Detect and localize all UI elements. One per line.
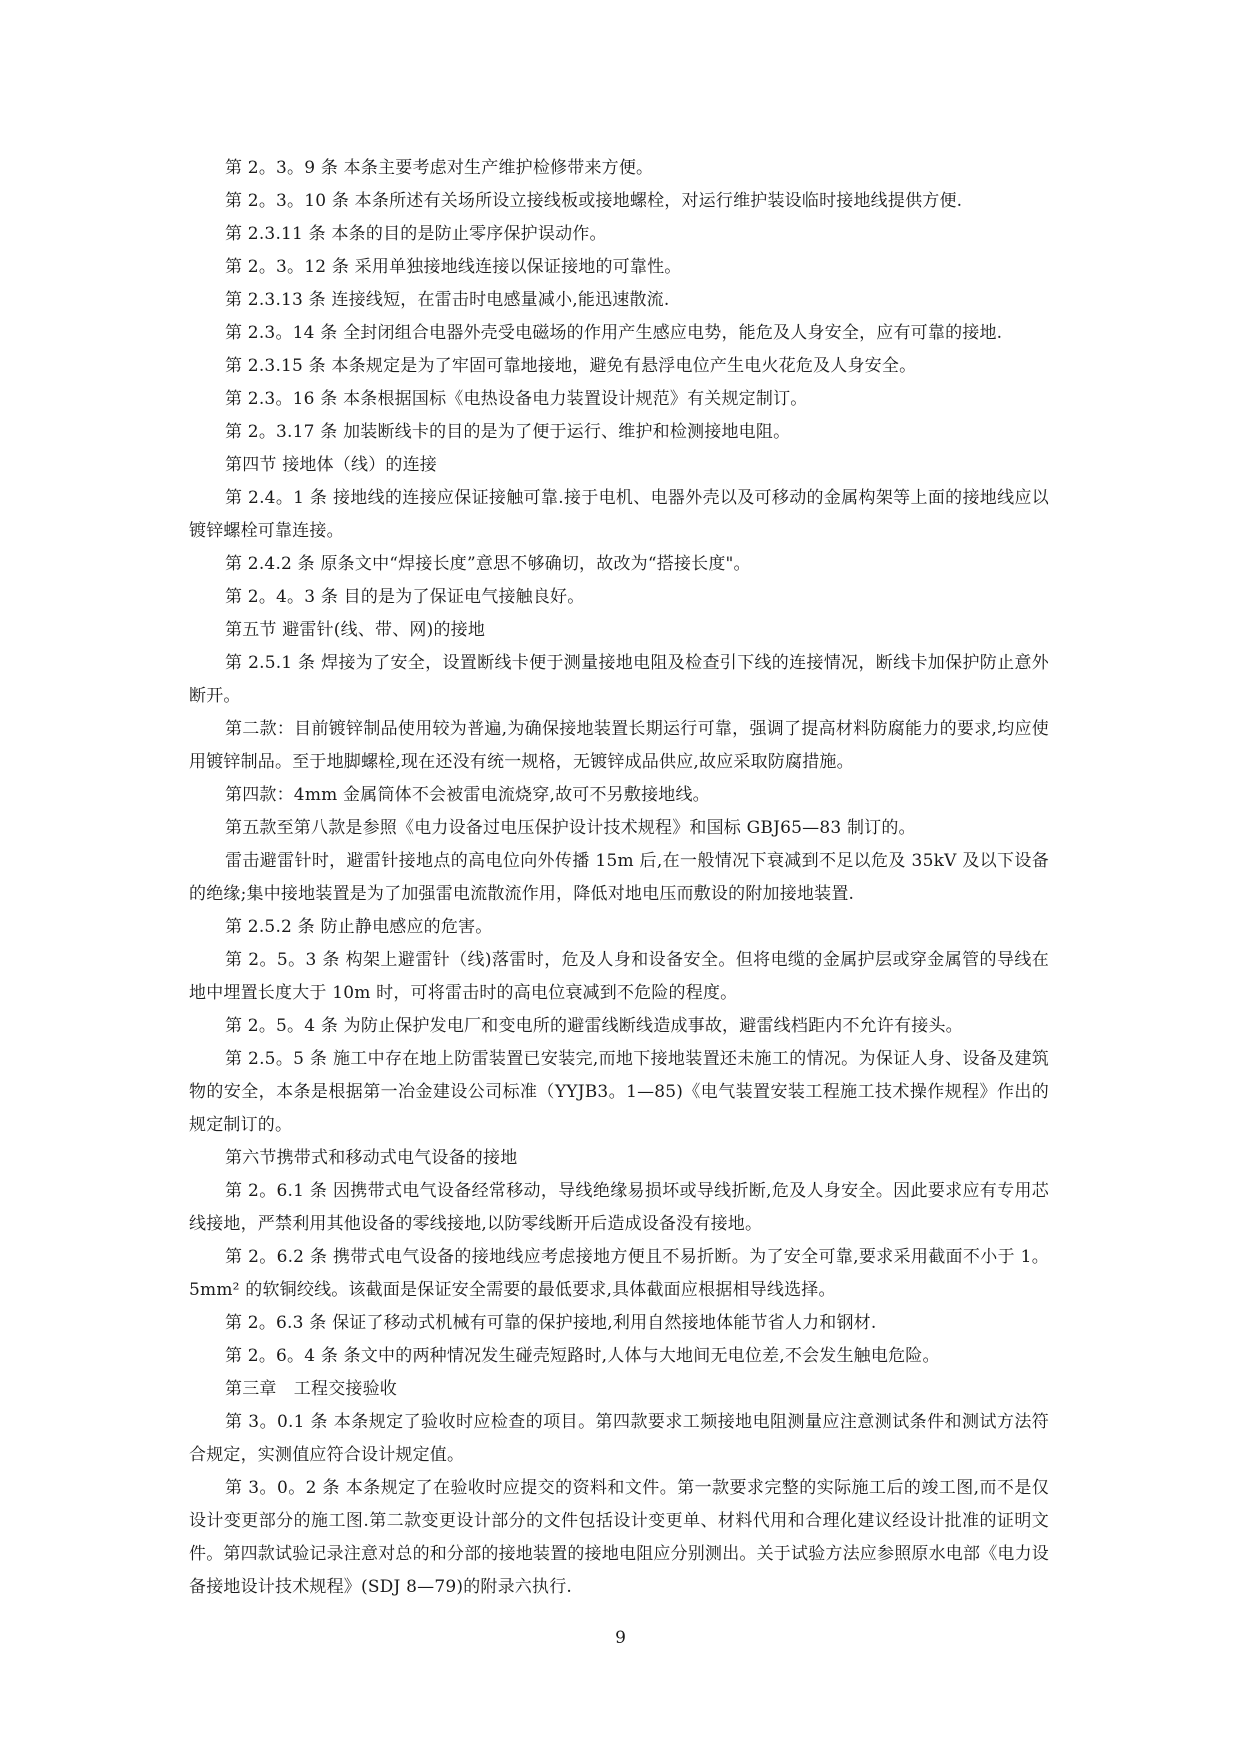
body-text <box>189 152 1049 1604</box>
chapter-heading-3: 第三章 工程交接验收 <box>225 1379 397 1399</box>
paragraph-2-6-2: 第 2。6.2 条 携带式电气设备的接地线应考虑接地方便且不易折断。为了安全可靠,要求采用截面不小于 1。5mm² 的软铜绞线。该截面是保证安全需要的最低要求,具体截面应根据相导线选择。 <box>189 1247 1049 1300</box>
paragraph-2-3-10: 第 2。3。10 条 本条所述有关场所设立接线板或接地螺栓，对运行维护装设临时接地线提供方便. <box>225 191 963 211</box>
paragraph-2-5-5: 第 2.5。5 条 施工中存在地上防雷装置已安装完,而地下接地装置还未施工的情况。为保证人身、设备及建筑物的安全，本条是根据第一冶金建设公司标准（YYJB3。1—85)《电气装置安装工程施工技术操作规程》作出的规定制订的。 <box>189 1049 1049 1135</box>
page-number: 9 <box>615 1628 626 1648</box>
paragraph-clause-2: 第二款：目前镀锌制品使用较为普遍,为确保接地装置长期运行可靠，强调了提高材料防腐能力的要求,均应使用镀锌制品。至于地脚螺栓,现在还没有统一规格，无镀锌成品供应,故应采取防腐措施。 <box>189 719 1049 772</box>
paragraph-2-6-4: 第 2。6。4 条 条文中的两种情况发生碰壳短路时,人体与大地间无电位差,不会发生触电危险。 <box>225 1346 940 1366</box>
paragraph-2-5-2: 第 2.5.2 条 防止静电感应的危害。 <box>225 917 493 937</box>
paragraph-2-3-12: 第 2。3。12 条 采用单独接地线连接以保证接地的可靠性。 <box>225 257 682 277</box>
paragraph-lightning-strike: 雷击避雷针时，避雷针接地点的高电位向外传播 15m 后,在一般情况下衰减到不足以危及 35kV 及以下设备的绝缘;集中接地装置是为了加强雷电流散流作用，降低对地电压而敷设的附加接地装置. <box>189 851 1049 904</box>
paragraph-2-4-3: 第 2。4。3 条 目的是为了保证电气接触良好。 <box>225 587 585 607</box>
paragraph-2-3-17: 第 2。3.17 条 加装断线卡的目的是为了便于运行、维护和检测接地电阻。 <box>225 422 791 442</box>
paragraph-2-5-1: 第 2.5.1 条 焊接为了安全，设置断线卡便于测量接地电阻及检查引下线的连接情况，断线卡加保护防止意外断开。 <box>189 653 1049 706</box>
section-heading-6: 第六节携带式和移动式电气设备的接地 <box>225 1148 518 1168</box>
paragraph-2-3-11: 第 2.3.11 条 本条的目的是防止零序保护误动作。 <box>225 224 607 244</box>
paragraph-2-5-4: 第 2。5。4 条 为防止保护发电厂和变电所的避雷线断线造成事故，避雷线档距内不允许有接头。 <box>225 1016 963 1036</box>
paragraph-2-3-16: 第 2.3。16 条 本条根据国标《电热设备电力装置设计规范》有关规定制订。 <box>225 389 808 409</box>
paragraph-2-3-9: 第 2。3。9 条 本条主要考虑对生产维护检修带来方便。 <box>225 158 654 178</box>
paragraph-2-4-1: 第 2.4。1 条 接地线的连接应保证接触可靠.接于电机、电器外壳以及可移动的金属构架等上面的接地线应以镀锌螺栓可靠连接。 <box>189 488 1049 541</box>
paragraph-clause-4: 第四款：4mm 金属筒体不会被雷电流烧穿,故可不另敷接地线。 <box>225 785 710 805</box>
paragraph-2-3-15: 第 2.3.15 条 本条规定是为了牢固可靠地接地，避免有悬浮电位产生电火花危及人身安全。 <box>225 356 917 376</box>
paragraph-3-0-1: 第 3。0.1 条 本条规定了验收时应检查的项目。第四款要求工频接地电阻测量应注意测试条件和测试方法符合规定，实测值应符合设计规定值。 <box>189 1412 1049 1465</box>
paragraph-2-4-2: 第 2.4.2 条 原条文中“焊接长度”意思不够确切，故改为“搭接长度"。 <box>225 554 751 574</box>
section-heading-5: 第五节 避雷针(线、带、网)的接地 <box>225 620 486 640</box>
section-heading-4: 第四节 接地体（线）的连接 <box>225 455 438 475</box>
paragraph-2-3-13: 第 2.3.13 条 连接线短，在雷击时电感量减小,能迅速散流. <box>225 290 670 310</box>
paragraph-clause-5-8: 第五款至第八款是参照《电力设备过电压保护设计技术规程》和国标 GBJ65—83 制订的。 <box>225 818 916 838</box>
paragraph-2-6-3: 第 2。6.3 条 保证了移动式机械有可靠的保护接地,利用自然接地体能节省人力和钢材. <box>225 1313 877 1333</box>
paragraph-2-3-14: 第 2.3。14 条 全封闭组合电器外壳受电磁场的作用产生感应电势，能危及人身安全，应有可靠的接地. <box>225 323 1003 343</box>
paragraph-2-6-1: 第 2。6.1 条 因携带式电气设备经常移动，导线绝缘易损坏或导线折断,危及人身安全。因此要求应有专用芯线接地，严禁利用其他设备的零线接地,以防零线断开后造成设备没有接地。 <box>189 1181 1049 1234</box>
paragraph-2-5-3: 第 2。5。3 条 构架上避雷针（线)落雷时，危及人身和设备安全。但将电缆的金属护层或穿金属管的导线在地中埋置长度大于 10m 时，可将雷击时的高电位衰减到不危险的程度。 <box>189 950 1049 1003</box>
paragraph-3-0-2: 第 3。0。2 条 本条规定了在验收时应提交的资料和文件。第一款要求完整的实际施工后的竣工图,而不是仅设计变更部分的施工图.第二款变更设计部分的文件包括设计变更单、材料代用和合理化建议经设计批准的证明文件。第四款试验记录注意对总的和分部的接地装置的接地电阻应分别测出。关于试验方法应参照原水电部《电力设备接地设计技术规程》(SDJ 8—79)的附录六执行. <box>189 1478 1049 1597</box>
